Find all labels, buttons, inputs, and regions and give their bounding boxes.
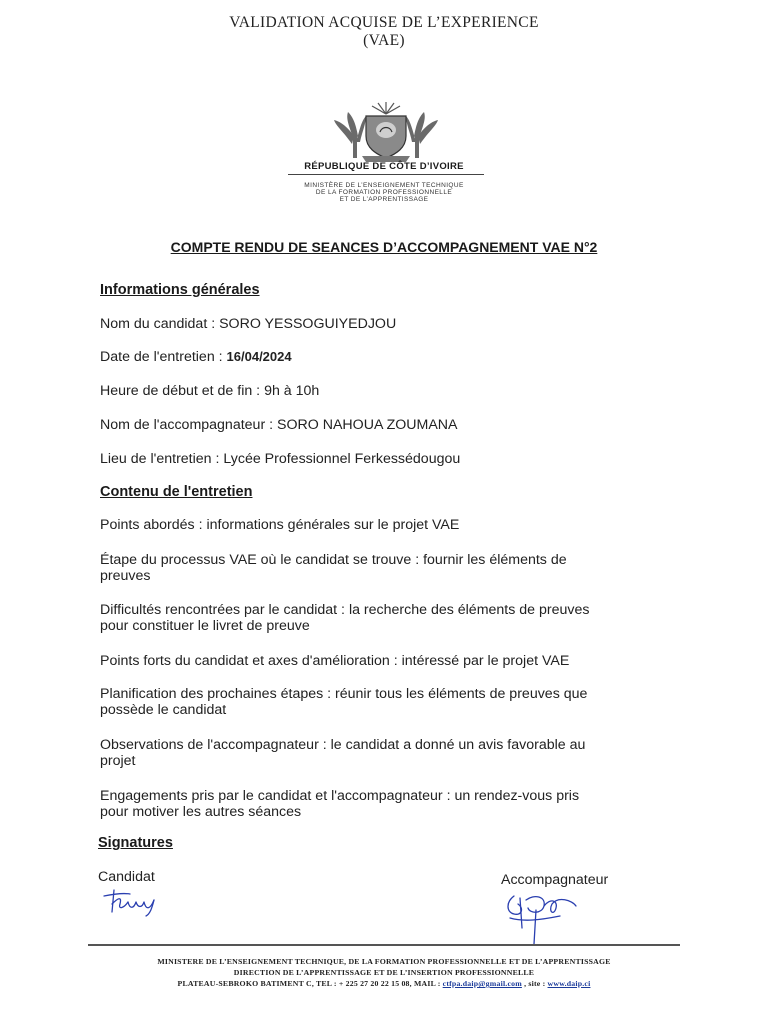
interview-time-label: Heure de début et de fin : [100,383,265,399]
document-header-subtitle: (VAE) [363,32,405,49]
commitments-line-2: pour motiver les autres séances [100,804,302,820]
advisor-name-label: Nom de l'accompagnateur : [100,417,277,433]
section-heading-content: Contenu de l'entretien [100,484,253,500]
interview-time-value: 9h à 10h [264,383,320,399]
candidate-signature [100,884,164,918]
difficulties-line-2: pour constituer le livret de preuve [100,618,310,634]
difficulties-line-1: Difficultés rencontrées par le candidat : la recherche des éléments de preuves [100,602,590,618]
strengths-improvements: Points forts du candidat et axes d'amélioration : intéressé par le projet VAE [100,653,570,669]
ministry-line-3: ET DE L’APPRENTISSAGE [339,196,429,203]
interview-place-value: Lycée Professionnel Ferkessédougou [223,451,461,467]
footer-contact [0,979,768,988]
candidate-name-label: Nom du candidat : [100,316,220,332]
document-header-title: VALIDATION ACQUISE DE L’EXPERIENCE [229,14,539,31]
interview-place-row [100,451,660,467]
republic-name: RÉPUBLIQUE DE CÔTE D’IVOIRE [304,161,464,172]
ministry-line-2: DE LA FORMATION PROFESSIONNELLE [315,189,453,196]
observations-line-1: Observations de l'accompagnateur : le candidat a donné un avis favorable au [100,737,586,753]
observations-line-2: projet [100,753,136,769]
advisor-name-value: SORO NAHOUA ZOUMANA [277,417,458,433]
footer-ministry: MINISTERE DE L’ENSEIGNEMENT TECHNIQUE, DE LA FORMATION PROFESSIONNELLE ET DE L’APPRENTISSAGE [157,957,611,966]
ministry-line-1: MINISTÈRE DE L’ENSEIGNEMENT TECHNIQUE [304,182,464,189]
footer-site-link[interactable]: www.daip.ci [547,979,591,988]
footer-site-label: , site : [521,979,548,988]
interview-date-label: Date de l'entretien : [100,349,227,365]
commitments-line-1: Engagements pris par le candidat et l'accompagnateur : un rendez-vous pris [100,788,580,804]
report-title: COMPTE RENDU DE SEANCES D’ACCOMPAGNEMENT VAE N°2 [170,239,598,255]
coat-of-arms-emblem [332,100,440,164]
advisor-signature [500,888,584,952]
footer-direction: DIRECTION DE L’APPRENTISSAGE ET DE L’INSERTION PROFESSIONNELLE [233,968,535,977]
planning-line-2: possède le candidat [100,702,227,718]
candidate-signature-label: Candidat [98,869,155,885]
points-discussed: Points abordés : informations générales sur le projet VAE [100,517,460,533]
interview-date-row [100,349,660,365]
footer-email-link[interactable]: ctfpa.daip@gmail.com [442,979,522,988]
interview-date-value: 16/04/2024 [226,349,292,364]
interview-place-label: Lieu de l'entretien : [100,451,224,467]
section-heading-general: Informations générales [100,282,260,298]
process-stage-line-2: preuves [100,568,151,584]
planning-line-1: Planification des prochaines étapes : réunir tous les éléments de preuves que [100,686,588,702]
candidate-name-value: SORO YESSOGUIYEDJOU [219,316,397,332]
emblem-divider [288,174,484,175]
footer-address: PLATEAU-SEBROKO BATIMENT C, TEL : + 225 27 20 22 15 08, MAIL : [177,979,443,988]
footer-divider [88,944,680,946]
candidate-name-row [100,316,660,332]
process-stage-line-1: Étape du processus VAE où le candidat se trouve : fournir les éléments de [100,552,567,568]
interview-time-row [100,383,660,399]
section-heading-signatures: Signatures [98,835,173,851]
advisor-name-row [100,417,660,433]
advisor-signature-label: Accompagnateur [501,872,609,888]
